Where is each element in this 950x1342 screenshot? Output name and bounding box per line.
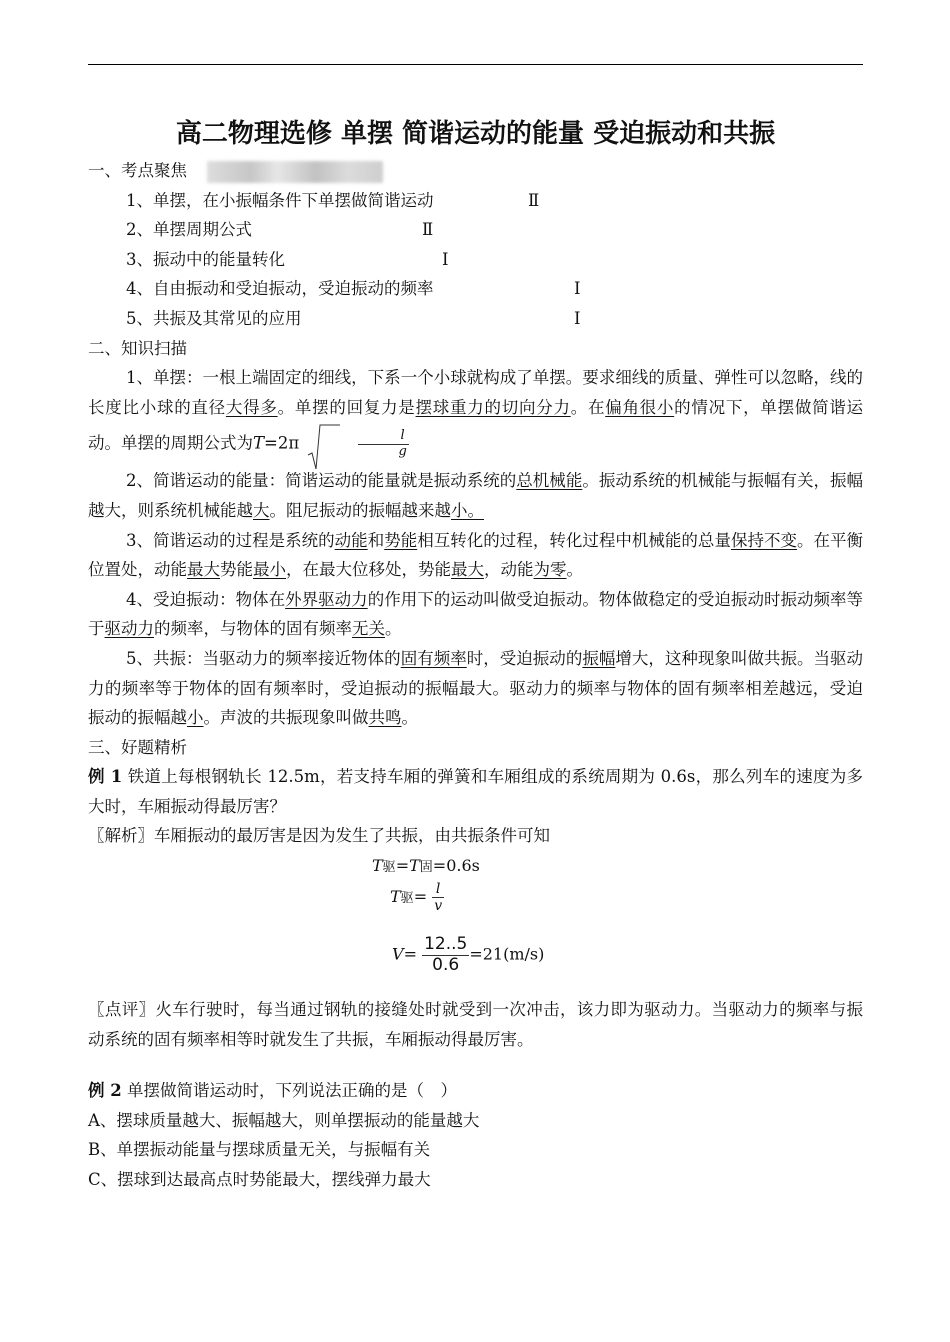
formula-period: T	[253, 433, 265, 453]
paragraph-resonance: 5、共振：当驱动力的频率接近物体的固有频率时，受迫振动的振幅增大，这种现象叫做共振。当驱动力的频率等于物体的固有频率时，受迫振动的振幅最大。驱动力的频率与物体的固有频率相差越远，受迫振动的振幅越小。声波的共振现象叫做共鸣。	[88, 648, 864, 728]
blurred-watermark	[207, 161, 383, 183]
option-b: B、单摆振动能量与摆球质量无关，与振幅有关	[88, 1140, 431, 1160]
formula-resonance-condition: T驱=T固=0.6s	[372, 856, 480, 876]
example1-comment: 〖点评〗火车行驶时，每当通过钢轨的接缝处时就受到一次冲击，该力即为驱动力。当驱动力的频率与振动系统的固有频率相等时就发生了共振，车厢振动得最厉害。	[88, 1000, 863, 1049]
paragraph-energy: 2、简谐运动的能量：简谐运动的能量就是振动系统的总机械能。振动系统的机械能与振幅有关，振幅越大，则系统机械能越大。阻尼振动的振幅越来越小。	[88, 471, 864, 520]
example1-analysis: 〖解析〗车厢振动的最厉害是因为发生了共振，由共振条件可知	[88, 826, 550, 846]
example1-question: 例 1 铁道上每根钢轨长 12.5m，若支持车厢的弹簧和车厢组成的系统周期为 0.6s，那么列车的速度为多大时，车厢振动得最厉害？	[88, 767, 863, 816]
list-item: 2、单摆周期公式 Ⅱ	[126, 220, 434, 240]
list-item: 1、单摆，在小振幅条件下单摆做简谐运动 Ⅱ	[126, 190, 540, 210]
paragraph-forced-vibration: 4、受迫振动：物体在外界驱动力的作用下的运动叫做受迫振动。物体做稳定的受迫振动时振动频率等于驱动力的频率，与物体的固有频率无关。	[88, 589, 864, 639]
page-title: 高二物理选修 单摆 简谐运动的能量 受迫振动和共振	[175, 119, 776, 149]
example2-question: 例 2 单摆做简谐运动时，下列说法正确的是（ ）	[88, 1081, 457, 1101]
section3-heading: 三、好题精析	[88, 737, 187, 757]
list-item: 5、共振及其常见的应用 Ⅰ	[126, 308, 581, 328]
section1-heading: 一、考点聚焦	[88, 156, 863, 186]
formula-drive-period: T驱= $\frac{l}{v}$	[390, 881, 443, 915]
paragraph-process: 3、简谐运动的过程是系统的动能和势能相互转化的过程，转化过程中机械能的总量保持不变。在平衡位置处，动能最大势能最小，在最大位移处，势能最大，动能为零。	[88, 530, 864, 580]
paragraph-pendulum: 1、单摆：一根上端固定的细线，下系一个小球就构成了单摆。要求细线的质量、弹性可以忽略，线的长度比小球的直径大得多。单摆的回复力是摆球重力的切向分力。在偏角很小的情况下，单摆做简谐运动。单摆的周期公式为T=2π $\frac{l}{g}$	[88, 363, 863, 466]
list-item: 4、自由振动和受迫振动，受迫振动的频率 Ⅰ	[126, 279, 581, 299]
document-page	[88, 112, 863, 1195]
formula-velocity: V= $\frac{12..5}{0.6}$ =21(m/s)	[392, 934, 545, 975]
option-c: C、摆球到达最高点时势能最大，摆线弹力最大	[88, 1170, 431, 1190]
header-rule	[88, 64, 863, 65]
option-a: A、摆球质量越大、振幅越大，则单摆振动的能量越大	[88, 1110, 480, 1130]
sqrt-sign-icon	[306, 423, 340, 473]
sqrt-formula: $\frac{l}{g}$	[320, 429, 408, 460]
section2-heading: 二、知识扫描	[88, 338, 187, 358]
list-item: 3、振动中的能量转化 Ⅰ	[126, 249, 449, 269]
